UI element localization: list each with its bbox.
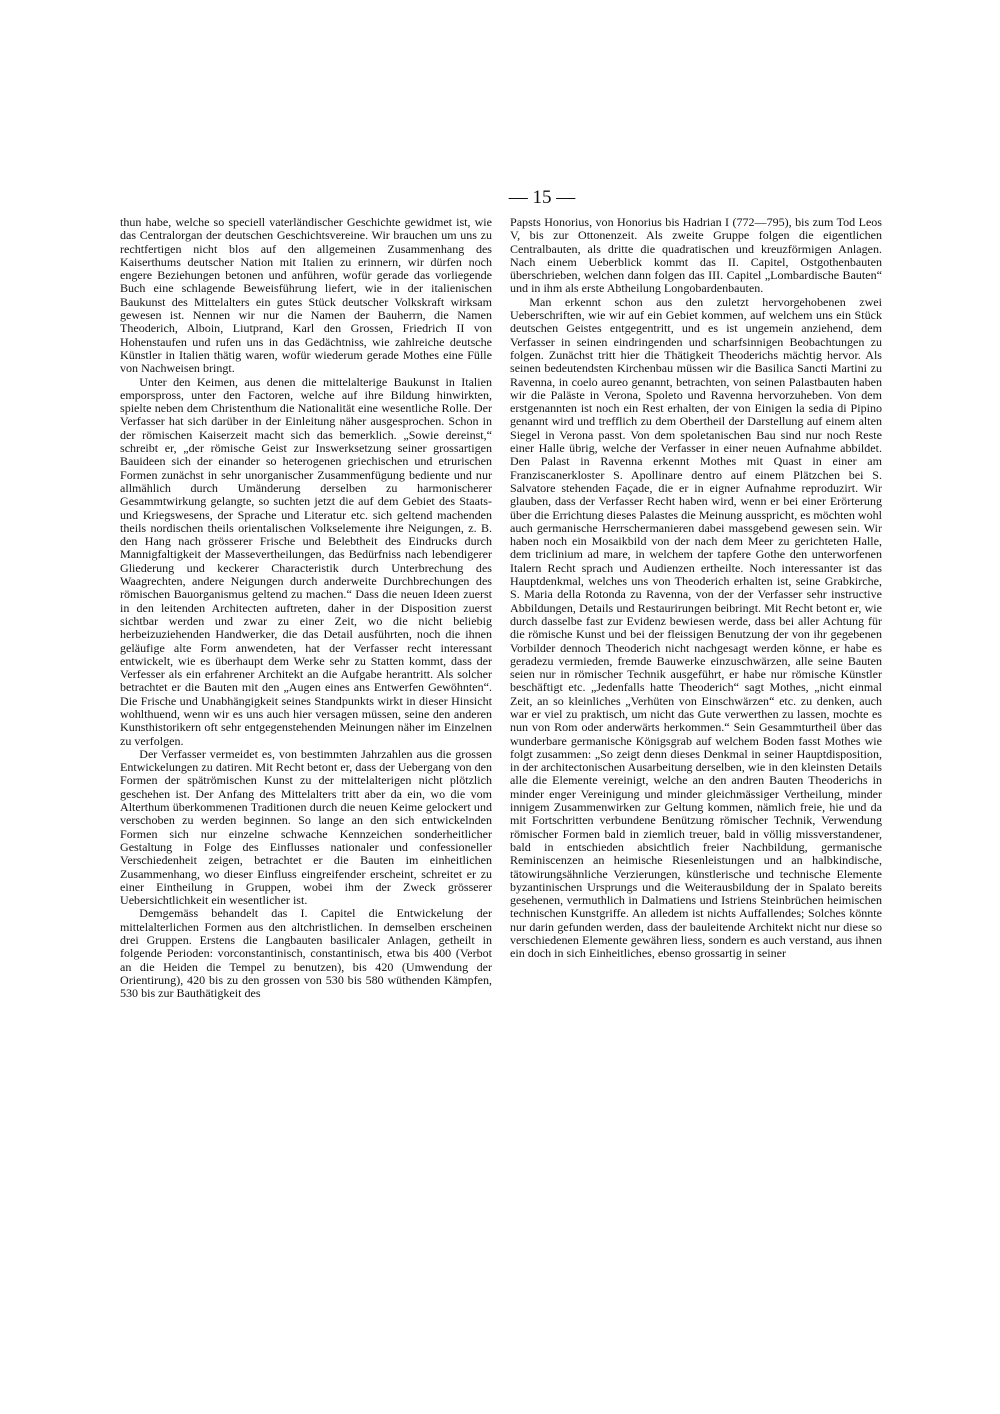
page-number: — 15 — [508, 187, 576, 208]
paragraph: Demgemäss behandelt das I. Capitel die Entwickelung der mittelalterlichen Formen aus den altchristlichen. In demselben erscheinen drei Gruppen. Erstens die Langbauten basilicaler Anlagen, getheilt in folgende Perioden: vorconstantinisch, constantinisch, etwa bis 400 (Verbot an die Heiden die Tempel zu benutzen), bis 420 (Umwendung der Orientirung), 420 bis zu den grossen von 530 bis 580 wüthenden Kämpfen, 530 bis zur Bauthätigkeit des [120, 906, 492, 1001]
right-column [510, 216, 882, 961]
paragraph: Man erkennt schon aus den zuletzt hervorgehobenen zwei Ueberschriften, wie wir auf ein Gebiet kommen, auf welchem uns ein Stück deutschen Geistes entgegentritt, und es ist ungemein anziehend, dem Verfasser in seinen eindringenden und scharfsinnigen Beobachtungen zu folgen. Zunächst tritt hier die Thätigkeit Theoderichs mächtig hervor. Als seinen bedeutendsten Kirchenbau müssen wir die Basilica Sancti Martini zu Ravenna, in coelo aureo genannt, betrachten, von seinen Palastbauten haben wir die Paläste in Verona, Spoleto und Ravenna hervorzuheben. Von dem erstgenannten ist noch ein Rest erhalten, der von Einigen la sedia di Pipino genannt wird und trefflich zu dem Obertheil der Darstellung auf einem alten Siegel in Verona passt. Von dem spoletanischen Bau sind nur noch Reste einer Halle übrig, welche der Verfasser in einer neuen Aufnahme abbildet. Den Palast in Ravenna erkennt Mothes mit Quast in einer am Franziscanerkloster S. Apollinare dentro auf einem Plätzchen bei S. Salvatore stehenden Façade, die er in eigner Aufnahme reproduzirt. Wir glauben, dass der Verfasser Recht haben wird, wenn er bei einer Erörterung über die Errichtung dieses Palastes die Meinung ausspricht, es möchten wohl auch germanische Herrschermanieren dabei massgebend gewesen sein. Wir haben noch ein Mosaikbild von der nach dem Meer zu gerichteten Halle, dem triclinium ad mare, in welchem der tapfere Gothe den unterworfenen Italern Recht sprach und Audienzen ertheilte. Noch interessanter ist das Hauptdenkmal, welches uns von Theoderich erhalten ist, seine Grabkirche, S. Maria della Rotonda zu Ravenna, von der der Verfasser sehr instructive Abbildungen, Details und Restaurirungen beibringt. Mit Recht betont er, wie durch dasselbe fast zur Evidenz bewiesen werde, dass bei aller Achtung für die römische Kunst und bei der fleissigen Benutzung der von ihr gegebenen Vorbilder dennoch Theoderich nicht nachgesagt werden könne, er habe es geradezu vermieden, fremde Bauwerke einzuschwärzen, alle seine Bauten seien nur in römischer Technik ausgeführt, er habe nur römische Künstler beschäftigt etc. „Jedenfalls hatte Theoderich“ sagt Mothes, „nicht einmal Zeit, an so kleinliches „Verhüten von Einschwärzen“ etc. zu denken, auch war er viel zu praktisch, um nicht das Gute verwerthen zu lassen, mochte es nun von Rom oder anderwärts herkommen.“ Sein Gesammturtheil über das wunderbare germanische Königsgrab auf welchem Boden fasst Mothes wie folgt zusammen: „So zeigt denn dieses Denkmal in seiner Hauptdisposition, in der architectonischen Ausarbeitung derselben, wie in den kleinsten Details alle die Elemente vereinigt, welche an den andren Bauten Theoderichs in minder enger Vereinigung und minder gleichmässiger Vertheilung, minder innigem Zusammenwirken zur Geltung kommen, nämlich freie, hie und da mit Fortschritten verbundene Benützung römischer Technik, Verwendung römischer Formen bald in ziemlich treuer, bald in völlig missverstandener, bald in entschieden absichtlich freier Nachbildung, germanische Reminiscenzen an heimische Riesenleistungen und an halbkindische, tätowirungsähnliche Verzierungen, künstlerische und technische Elemente byzantinischen Ursprungs und die Weiterausbildung der in Spalato bereits gesehenen, vermuthlich in Dalmatiens und Istriens Steinbrüchen heimischen technischen Kunstgriffe. An alledem ist nichts Auffallendes; Solches könnte nur darin gefunden werden, dass der bauleitende Architekt nicht nur diese so verschiedenen Elemente gewähren liess, sondern es auch verstand, aus ihnen ein doch in sich Einheitliches, ebenso grossartig in seiner [510, 294, 882, 961]
paragraph: Der Verfasser vermeidet es, von bestimmten Jahrzahlen aus die grossen Entwickelungen zu datiren. Mit Recht betont er, dass der Uebergang von den Formen der spätrömischen Kunst zu der mittelalterigen nicht plötzlich geschehen ist. Der Anfang des Mittelalters tritt aber da ein, wo die vom Alterthum überkommenen Traditionen durch die neuen Keime gelockert und verschoben zu werden beginnen. So lange an den sich entwickelnden Formen sich nur einzelne schwache Kennzeichen sonderheitlicher Gestaltung in Folge des Einflusses nationaler und confessioneller Verschiedenheit zeigen, betrachtet er die Bauten im einheitlichen Zusammenhang, wo dieser Einfluss eingreifender erscheint, schreitet er zu einer Eintheilung in Gruppen, wobei ihm der Zweck grösserer Uebersichtlichkeit ein wesentlicher ist. [120, 746, 492, 908]
left-column [120, 216, 492, 1001]
paragraph: Unter den Keimen, aus denen die mittelalterige Baukunst in Italien emporspross, unter den Factoren, welche auf ihre Bildung hinwirkten, spielte neben dem Christenthum die Nationalität eine wesentliche Rolle. Der Verfasser hat sich darüber in der Einleitung näher ausgesprochen. Schon in der römischen Kaiserzeit macht sich das bemerklich. „Sowie dereinst,“ schreibt er, „der römische Geist zur Inswerksetzung seiner grossartigen Bauideen sich der einander so heterogenen griechischen und etrurischen Formen zunächst in sehr unorganischer Zusammenfügung bediente und nur allmählich durch Umänderung derselben zu harmonischerer Gesammtwirkung gelangte, so suchten jetzt die auf dem Gebiet des Staats- und Kriegswesens, der Sprache und Literatur etc. sich geltend machenden theils nordischen theils orientalischen Volkselemente ihre Neigungen, z. B. den Hang nach grösserer Frische und Belebtheit des Eindrucks durch Mannigfaltigkeit der Massevertheilungen, das Bedürfniss nach lebendigerer Gliederung und keckerer Characteristik durch Unterbrechung des Waagrechten, andere Neigungen durch anderweite Durchbrechungen des römischen Bauorganismus geltend zu machen.“ Dass die neuen Ideen zuerst in den leitenden Architecten auftreten, daher in der Disposition zuerst sichtbar werden und zwar zu einer Zeit, wo die nicht beliebig herbeizuziehenden Handwerker, die das Detail ausführten, noch die ihnen geläufige alte Form anwendeten, hat der Verfasser recht interessant entwickelt, wie es überhaupt dem Werke sehr zu Statten kommt, dass der Verfesser als ein erfahrener Architekt an die Aufgabe herantritt. Als solcher betrachtet er die Bauten mit den „Augen eines ans Entwerfen Gewöhnten“. Die Frische und Unabhängigkeit seines Standpunkts wirkt in dieser Hinsicht wohlthuend, wenn wir es uns auch hier versagen müssen, seine den anderen Kunsthistorikern oft sehr entgegenstehenden Meinungen näher im Einzelnen zu verfolgen. [120, 374, 492, 748]
paragraph: thun habe, welche so speciell vaterländischer Geschichte gewidmet ist, wie das Centralorgan der deutschen Geschichtsvereine. Wir brauchen um uns zu rechtfertigen nicht blos auf den allgemeinen Zusammenhang des Kaiserthums deutscher Nation mit Italien zu erinnern, wir dürfen noch engere Beziehungen betonen und anführen, wofür gerade das vorliegende Buch eine schlagende Beweisführung liefert, wie in der italienischen Baukunst des Mittelalters ein gutes Stück deutscher Volkskraft wirksam gewesen ist. Nennen wir nur die Namen der Bauherrn, die Namen Theoderich, Alboin, Liutprand, Karl den Grossen, Friedrich II von Hohenstaufen und rufen uns in das Gedächtniss, wie zahlreiche deutsche Künstler in Italien thätig waren, wofür wiederum gerade Mothes eine Fülle von Nachweisen bringt. [120, 215, 492, 376]
paragraph: Papsts Honorius, von Honorius bis Hadrian I (772—795), bis zum Tod Leos V, bis zur Ottonenzeit. Als zweite Gruppe folgen die eigentlichen Centralbauten, als dritte die quadratischen und kreuzförmigen Anlagen. Nach einem Ueberblick kommt das II. Capitel, Ostgothenbauten überschrieben, welchen dann folgen das III. Capitel „Lombardische Bauten“ und in ihm als erste Abtheilung Longobardenbauten. [510, 215, 882, 296]
